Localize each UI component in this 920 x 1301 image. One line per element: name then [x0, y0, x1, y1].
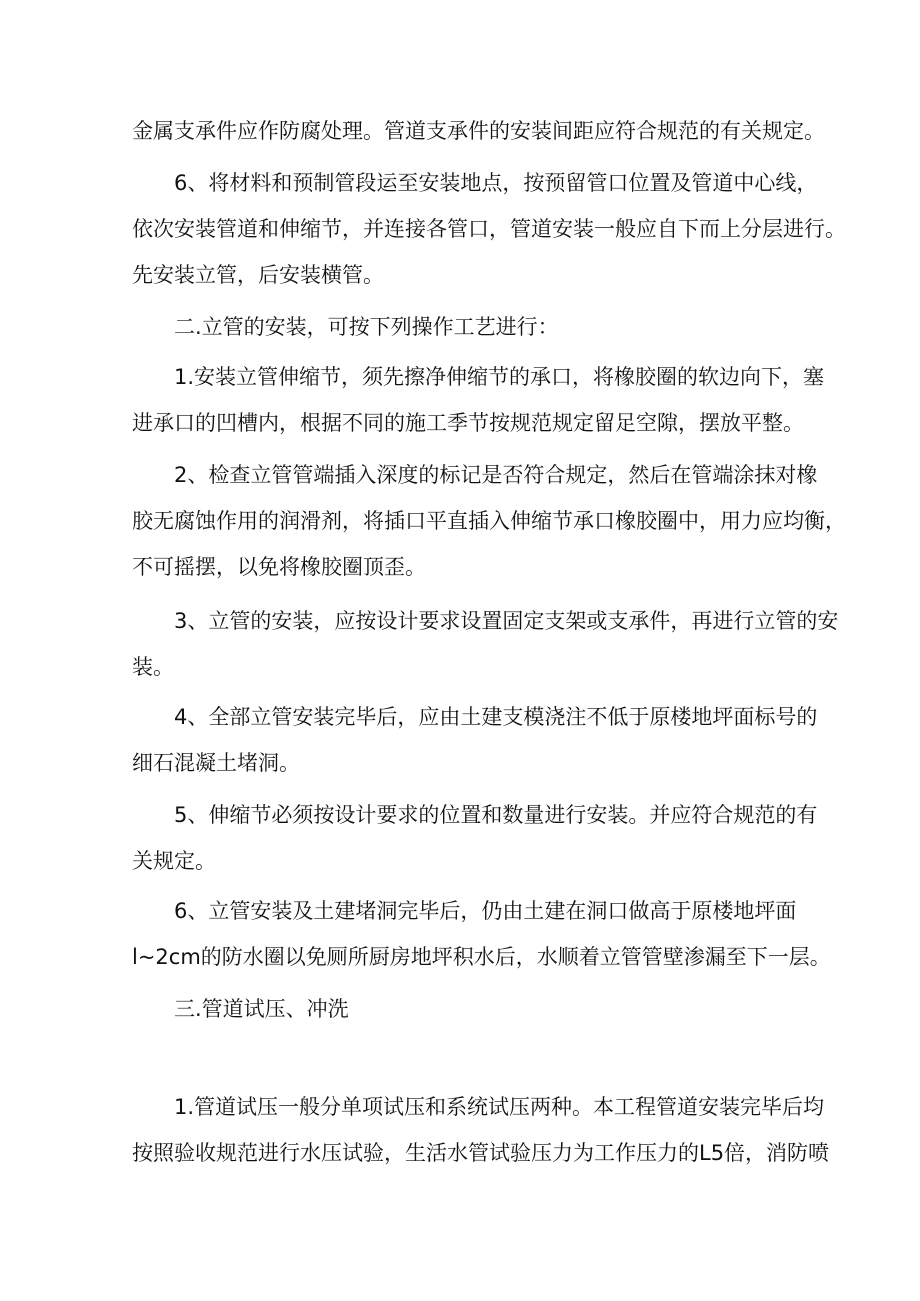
- paragraph-riser-step-6: [132, 888, 831, 980]
- text-line: 6、将材料和预制管段运至安装地点，按预留管口位置及管道中心线，: [174, 171, 818, 195]
- paragraph-riser-step-2: [132, 452, 846, 590]
- text-line: 二.立管的安装，可按下列操作工艺进行：: [174, 315, 559, 339]
- text-line: 1.管道试压一般分单项试压和系统试压两种。本工程管道安装完毕后均: [174, 1095, 825, 1119]
- text-line: 细石混凝土堵洞。: [132, 751, 300, 775]
- text-line: l~2cm的防水圈以免厕所厨房地坪积水后，水顺着立管管壁渗漏至下一层。: [132, 945, 831, 969]
- text-line: 不可摇摆，以免将橡胶圈顶歪。: [132, 555, 426, 579]
- paragraph-riser-step-5: [132, 792, 818, 884]
- section-heading-pressure-test: [132, 986, 812, 1032]
- text-line: 1.安装立管伸缩节，须先擦净伸缩节的承口，将橡胶圈的软边向下，塞: [174, 365, 825, 389]
- text-line: 金属支承件应作防腐处理。管道支承件的安装间距应符合规范的有关规定。: [132, 119, 825, 143]
- paragraph-support-corrosion: [132, 108, 825, 154]
- text-line: 关规定。: [132, 849, 216, 873]
- text-line: 2、检查立管管端插入深度的标记是否符合规定，然后在管端涂抹对橡: [174, 463, 818, 487]
- paragraph-riser-step-1: [132, 354, 825, 446]
- text-line: 按照验收规范进行水压试验，生活水管试验压力为工作压力的L5倍，消防喷: [132, 1141, 830, 1165]
- paragraph-riser-step-4: [132, 694, 818, 786]
- text-line: 4、全部立管安装完毕后，应由土建支模浇注不低于原楼地坪面标号的: [174, 705, 818, 729]
- text-line: 5、伸缩节必须按设计要求的位置和数量进行安装。并应符合规范的有: [174, 803, 818, 827]
- text-line: 三.管道试压、冲洗: [174, 997, 349, 1021]
- text-line: 进承口的凹槽内，根据不同的施工季节按规范规定留足空隙，摆放平整。: [132, 411, 804, 435]
- text-line: 依次安装管道和伸缩节，并连接各管口，管道安装一般应自下而上分层进行。: [132, 217, 846, 241]
- text-line: 6、立管安装及土建堵洞完毕后，仍由土建在洞口做高于原楼地坪面: [174, 899, 797, 923]
- paragraph-riser-step-3: [132, 598, 839, 690]
- paragraph-step-6-pipe-install: [132, 160, 846, 298]
- text-line: 3、立管的安装，应按设计要求设置固定支架或支承件，再进行立管的安: [174, 609, 839, 633]
- section-heading-riser-install: [132, 304, 812, 350]
- text-line: 先安装立管，后安装横管。: [132, 263, 384, 287]
- paragraph-pressure-test-step-1: [132, 1084, 830, 1176]
- text-line: 装。: [132, 655, 174, 679]
- text-line: 胶无腐蚀作用的润滑剂，将插口平直插入伸缩节承口橡胶圈中，用力应均衡，: [132, 509, 846, 533]
